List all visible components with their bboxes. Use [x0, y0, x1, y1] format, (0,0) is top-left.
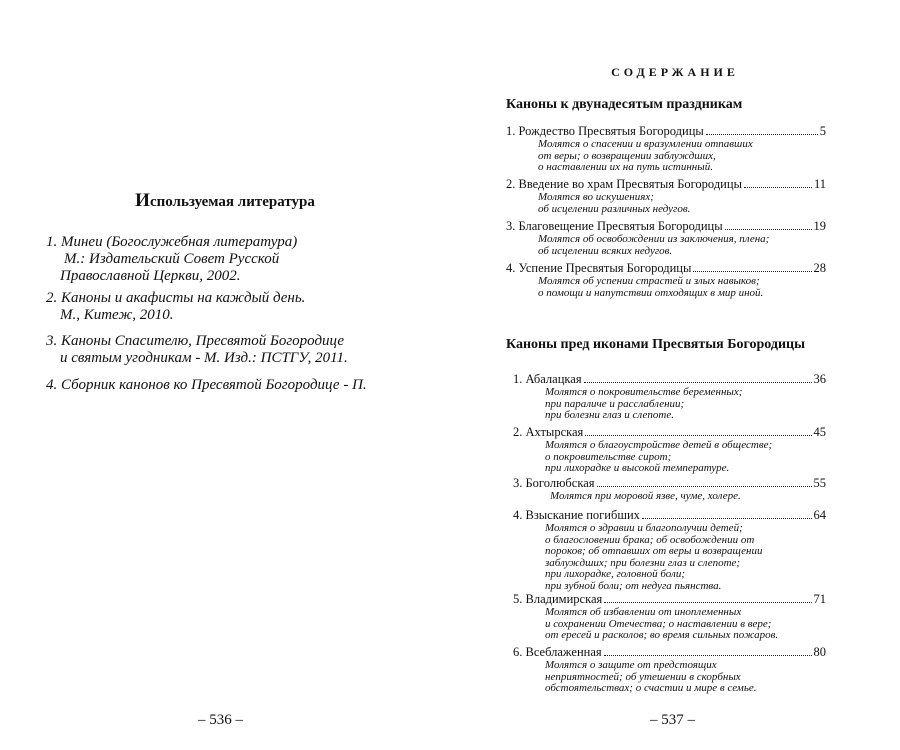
toc-entry-description [506, 234, 826, 257]
toc-entry[interactable] [513, 592, 826, 642]
heading-text: спользуемая литература [149, 194, 315, 210]
bibliography-item-1 [46, 234, 426, 285]
desc-line: при параличе и расслаблении; [545, 397, 685, 410]
desc-line: Молятся о покровительстве беременных; [545, 386, 743, 398]
toc-entry[interactable] [506, 219, 826, 257]
toc-entry-description [513, 440, 826, 475]
page-number: – 537 – [650, 712, 695, 728]
desc-line: пороков; об отпавших от веры и возвращении [545, 545, 763, 557]
desc-line: и сохранении Отечества; о наставлении в вере; [545, 617, 772, 630]
bibliography-line: 3. Каноны Спасителю, Пресвятой Богородице [46, 333, 345, 349]
toc-entry-page: 80 [813, 645, 826, 659]
bibliography-item-3 [46, 333, 426, 367]
toc-entry-page: 5 [819, 124, 826, 138]
desc-line: обстоятельствах; о счастии и мире в семье. [545, 682, 757, 694]
desc-line: Молятся об успении страстей и злых навыков; [538, 275, 760, 287]
bibliography-item-2 [46, 290, 426, 324]
toc-entry[interactable] [506, 124, 826, 174]
desc-line: при лихорадке и высокой температуре. [545, 462, 730, 474]
desc-line: при зубной боли; от недуга пьянства. [545, 579, 722, 592]
toc-entry-description [513, 523, 826, 592]
toc-entry-title: 3. Благовещение Пресвятыя Богородицы [506, 219, 723, 233]
dot-leader [604, 645, 812, 656]
dot-leader [744, 177, 812, 188]
desc-line: при лихорадке, головной боли; [545, 568, 685, 580]
toc-entry-title: 1. Абалацкая [513, 372, 582, 386]
toc-entry-title: 3. Боголюбская [513, 476, 595, 490]
desc-line: от веры; о возвращении заблуждших, [538, 149, 716, 162]
toc-entry[interactable] [513, 645, 826, 695]
toc-entry-page: 45 [813, 425, 826, 439]
toc-entry[interactable] [513, 476, 826, 503]
bibliography-heading [0, 190, 450, 212]
toc-entry-page: 19 [813, 219, 826, 233]
toc-entry-page: 71 [813, 592, 826, 606]
page-number: – 536 – [198, 712, 243, 728]
desc-line: Молятся об освобождении из заключения, плена; [538, 233, 770, 245]
bibliography-item-4 [46, 377, 426, 394]
desc-line: от ересей и расколов; во время сильных пожаров. [545, 629, 779, 641]
toc-entry[interactable] [513, 508, 826, 592]
dot-leader [642, 508, 812, 519]
toc-entry-description [506, 192, 826, 215]
right-page [450, 0, 900, 750]
toc-entry-title: 4. Взыскание погибших [513, 508, 640, 522]
toc-entry-description [513, 660, 826, 695]
desc-line: об исцелении всяких недугов. [538, 244, 673, 257]
desc-line: о покровительстве сирот; [545, 450, 672, 463]
bibliography-line: М., Китеж, 2010. [60, 307, 174, 323]
desc-line: Молятся о защите от предстоящих [545, 659, 717, 671]
desc-line: неприятностей; об утешении в скорбных [545, 670, 741, 683]
section-heading: Каноны пред иконами Пресвятыя Богородицы [506, 337, 806, 352]
toc-entry-page: 11 [813, 177, 826, 191]
toc-entry-page: 36 [813, 372, 826, 386]
dot-leader [585, 425, 811, 436]
toc-entry[interactable] [506, 261, 826, 299]
desc-line: при болезни глаз и слепоте. [545, 409, 674, 421]
dot-leader [693, 261, 811, 272]
toc-entry-title: 1. Рождество Пресвятыя Богородицы [506, 124, 704, 138]
toc-entry-description [513, 387, 826, 422]
desc-line: об исцелении различных недугов. [538, 202, 691, 215]
toc-entry-page: 28 [813, 261, 826, 275]
toc-entry-description [513, 607, 826, 642]
toc-entry-title: 2. Введение во храм Пресвятыя Богородицы [506, 177, 742, 191]
desc-line: заблуждших; при болезни глаз и слепоте; [545, 556, 741, 569]
bibliography-line: 2. Каноны и акафисты на каждый день. [46, 290, 306, 306]
desc-line: о помощи и напутствии отходящих в мир иной. [538, 286, 764, 299]
bibliography-line: 1. Минеи (Богослужебная литература) [46, 234, 298, 250]
toc-entry[interactable] [513, 372, 826, 422]
toc-entry-description [513, 491, 826, 503]
toc-entry-title: 6. Всеблаженная [513, 645, 602, 659]
desc-line: Молятся при моровой язве, чуме, холере. [550, 490, 741, 502]
toc-entry-title: 5. Владимирская [513, 592, 603, 606]
toc-entry[interactable] [513, 425, 826, 475]
toc-entry-title: 4. Успение Пресвятыя Богородицы [506, 261, 692, 275]
bibliography-line: М.: Издательский Совет Русской [64, 251, 280, 267]
toc-entry-page: 64 [813, 508, 826, 522]
heading-initial: И [135, 190, 150, 211]
desc-line: о благословении брака; об освобождении от [545, 533, 755, 546]
toc-entry-description [506, 139, 826, 174]
bibliography-line: 4. Сборник канонов ко Пресвятой Богородице - П. [46, 377, 367, 393]
dot-leader [597, 476, 812, 487]
toc-entry-description [506, 276, 826, 299]
dot-leader [604, 592, 811, 603]
bibliography-line: Православной Церкви, 2002. [60, 268, 241, 284]
bibliography-line: и святым угодникам - М. Изд.: ПСТГУ, 2011. [60, 350, 348, 366]
dot-leader [725, 219, 812, 230]
dot-leader [584, 372, 812, 383]
desc-line: Молятся о здравии и благополучии детей; [545, 522, 743, 534]
dot-leader [706, 124, 818, 135]
toc-title: СОДЕРЖАНИЕ [611, 65, 739, 79]
desc-line: Молятся о благоустройстве детей в обществе; [545, 439, 773, 451]
toc-entry-page: 55 [813, 476, 826, 490]
toc-entry-title: 2. Ахтырская [513, 425, 584, 439]
desc-line: Молятся во искушениях; [538, 191, 654, 203]
desc-line: Молятся о спасении и вразумлении отпавших [538, 138, 753, 150]
desc-line: о наставлении их на путь истинный. [538, 161, 713, 173]
toc-entry[interactable] [506, 177, 826, 215]
section-heading: Каноны к двунадесятым праздникам [506, 97, 743, 112]
desc-line: Молятся об избавлении от иноплеменных [545, 606, 742, 618]
